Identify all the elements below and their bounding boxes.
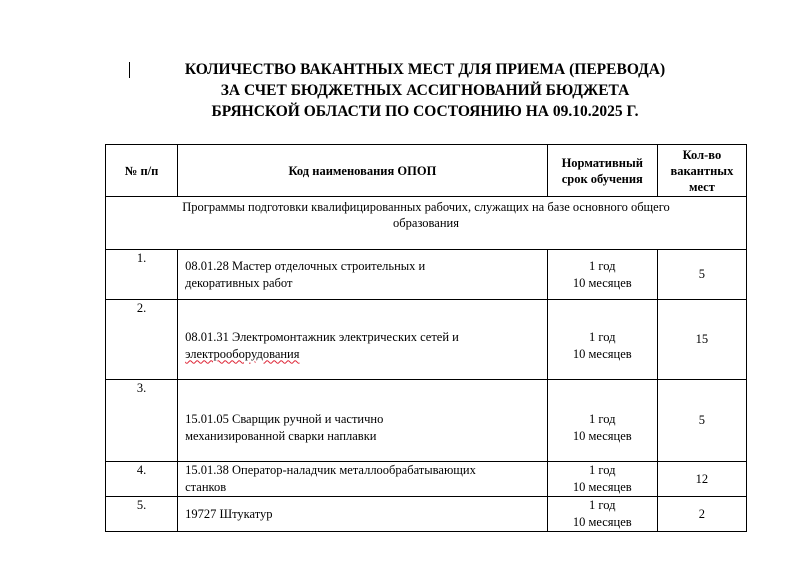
- row-code-line-1: 15.01.38 Оператор-наладчик металлообрабатывающих: [185, 463, 476, 477]
- header-count-line-3: мест: [688, 179, 715, 194]
- row-code: [178, 300, 548, 380]
- row-code: [178, 250, 548, 300]
- header-num-label: № п/п: [124, 163, 159, 178]
- row-code: [178, 380, 548, 462]
- title-line-3: БРЯНСКОЙ ОБЛАСТИ ПО СОСТОЯНИЮ НА 09.10.2025 Г.: [211, 103, 639, 120]
- vacancies-table: [105, 144, 747, 532]
- header-term: [547, 145, 657, 197]
- row-term-line-2: 10 месяцев: [572, 346, 632, 361]
- title-line-2: ЗА СЧЕТ БЮДЖЕТНЫХ АССИГНОВАНИЙ БЮДЖЕТА: [220, 82, 630, 99]
- header-count-line-1: Кол-во: [682, 147, 722, 162]
- row-code-line-1: 08.01.28 Мастер отделочных строительных и: [185, 258, 426, 273]
- row-term-line-1: 1 год: [589, 463, 616, 477]
- row-term: [547, 250, 657, 300]
- row-term-line-2: 10 месяцев: [572, 275, 632, 290]
- section-title-line-2: образования: [393, 216, 459, 230]
- row-num: 2.: [106, 300, 178, 380]
- row-count: 5: [657, 380, 746, 462]
- table-row: [106, 497, 747, 532]
- row-code: [178, 462, 548, 497]
- row-count: 15: [657, 300, 746, 380]
- header-code-label: Код наименования ОПОП: [288, 163, 437, 178]
- table-row: [106, 462, 747, 497]
- row-term-line-1: 1 год: [589, 258, 616, 273]
- header-num: [106, 145, 178, 197]
- row-code-line-2: электрооборудования: [185, 346, 300, 361]
- row-code-line-1: 19727 Штукатур: [185, 506, 273, 521]
- row-count: 2: [657, 497, 746, 532]
- row-code-line-2: механизированной сварки наплавки: [185, 428, 377, 443]
- row-term-line-2: 10 месяцев: [572, 480, 632, 494]
- row-term-line-2: 10 месяцев: [572, 515, 632, 529]
- row-term-line-2: 10 месяцев: [572, 428, 632, 443]
- header-term-line-1: Нормативный: [561, 155, 643, 170]
- row-term: [547, 300, 657, 380]
- row-term: [547, 462, 657, 497]
- row-term: [547, 380, 657, 462]
- table-row: [106, 250, 747, 300]
- row-code-line-1: 08.01.31 Электромонтажник электрических сетей и: [185, 329, 459, 344]
- row-term: [547, 497, 657, 532]
- section-row: [106, 197, 747, 250]
- header-count: [657, 145, 746, 197]
- row-term-line-1: 1 год: [589, 498, 616, 512]
- table-header-row: [106, 145, 747, 197]
- header-code: [178, 145, 548, 197]
- table-row: [106, 300, 747, 380]
- row-num: 3.: [106, 380, 178, 462]
- row-code-line-2: станков: [185, 480, 227, 494]
- header-count-line-2: вакантных: [670, 163, 734, 178]
- row-code-line-2: декоративных работ: [185, 275, 293, 290]
- row-code-line-1: 15.01.05 Сварщик ручной и частично: [185, 411, 384, 426]
- row-num: 5.: [106, 497, 178, 532]
- section-title: [106, 197, 747, 250]
- document-title: [110, 59, 740, 122]
- header-term-line-2: срок обучения: [561, 171, 643, 186]
- row-count: 5: [657, 250, 746, 300]
- row-code: [178, 497, 548, 532]
- table-row: [106, 380, 747, 462]
- row-count: 12: [657, 462, 746, 497]
- row-num: 4.: [106, 462, 178, 497]
- title-line-1: КОЛИЧЕСТВО ВАКАНТНЫХ МЕСТ ДЛЯ ПРИЕМА (ПЕРЕВОДА): [184, 61, 666, 78]
- row-num: 1.: [106, 250, 178, 300]
- section-title-line-1: Программы подготовки квалифицированных рабочих, служащих на базе основного общего: [182, 200, 670, 214]
- row-term-line-1: 1 год: [589, 329, 616, 344]
- row-term-line-1: 1 год: [589, 411, 616, 426]
